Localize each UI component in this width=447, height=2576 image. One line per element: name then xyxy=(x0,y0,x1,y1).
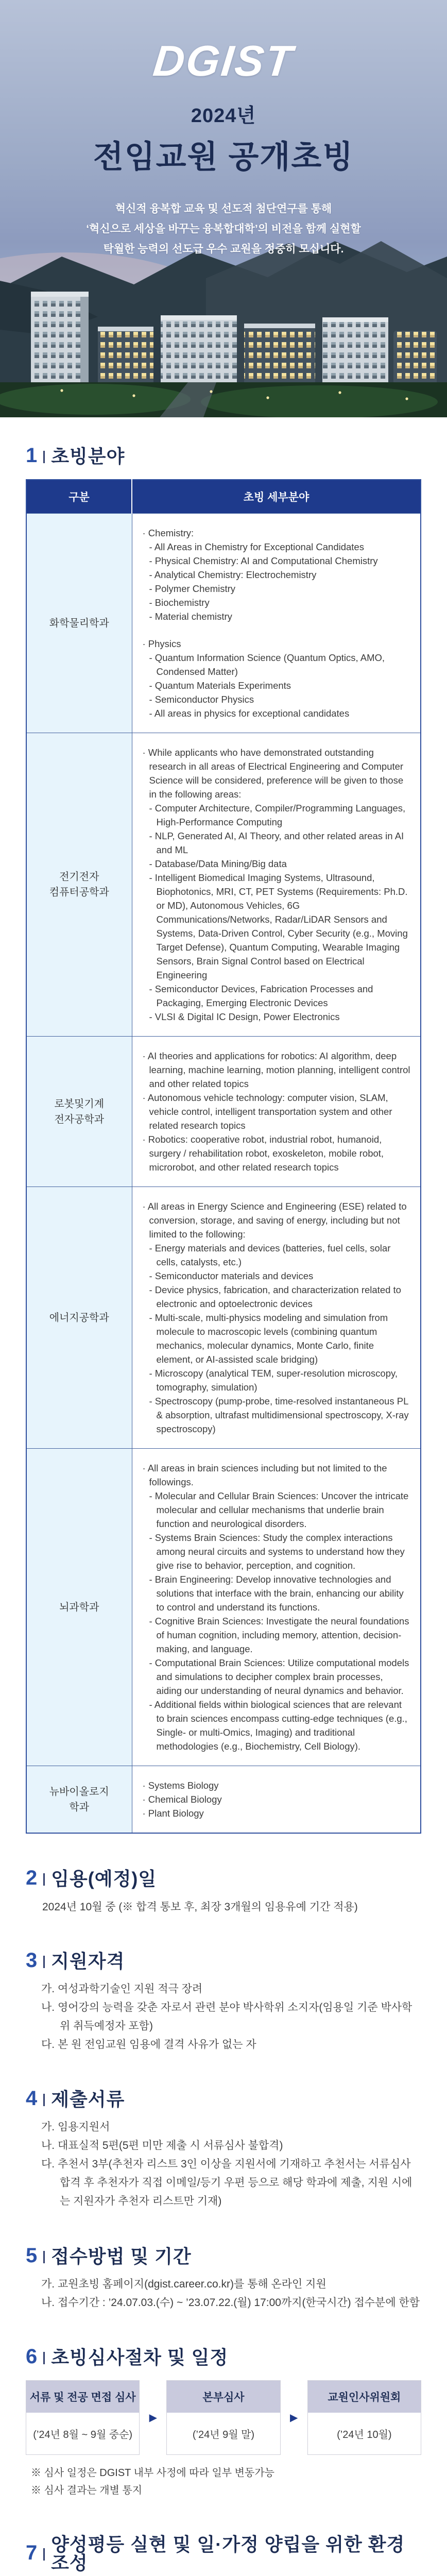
list-item: 가. 교원초빙 홈페이지(dgist.career.co.kr)를 통해 온라인 지원 xyxy=(41,2278,326,2290)
process-step-title: 서류 및 전공 면접 심사 xyxy=(26,2381,139,2413)
recruit-row xyxy=(26,1766,421,1834)
section-title: 초빙분야 xyxy=(51,446,125,467)
recruit-table xyxy=(26,479,421,1834)
process-step-title: 교원인사위원회 xyxy=(308,2381,421,2413)
hero-year: 2024년 xyxy=(191,105,256,127)
field-item: - Brain Engineering: Develop innovative technologies and solutions that interface with the brain, enhancing our ability to control and understand its functions. xyxy=(149,1574,404,1613)
campus-grounds xyxy=(0,382,447,417)
department-fields xyxy=(132,1766,421,1834)
list-item: 가. 여성과학기술인 지원 적극 장려 xyxy=(41,1982,203,1995)
section-heading xyxy=(26,2088,421,2109)
section-number: 1 xyxy=(26,444,38,467)
field-item: - Quantum Materials Experiments xyxy=(149,680,291,691)
page-title: 전임교원 공개초빙 xyxy=(93,139,354,174)
section-review-process xyxy=(26,2346,421,2499)
process-step xyxy=(307,2380,421,2455)
arrow-right-icon: ▶ xyxy=(149,2412,158,2424)
list-item: 다. 추천서 3부(추천자 리스트 3인 이상을 지원서에 기재하고 추천서는 서류심사 합격 후 추천자가 직접 이메일/등기 우편 등으로 해당 학과에 제출, 지원 시에는 지원자가 추천자 리스트만 기재) xyxy=(41,2158,412,2208)
field-item: - Analytical Chemistry: Electrochemistry xyxy=(149,569,317,580)
field-item: - Semiconductor Physics xyxy=(149,694,254,705)
field-item: - Molecular and Cellular Brain Sciences: Uncover the intricate molecular and cellular mechanisms that underlie brain function and neurological disorders. xyxy=(149,1490,409,1529)
field-item: · All areas in Energy Science and Engineering (ESE) related to conversion, storage, and saving of energy, including but not limited to the following: xyxy=(142,1201,407,1240)
field-item: - NLP, Generated AI, AI Theory, and other related areas in AI and ML xyxy=(149,831,404,855)
section-separator xyxy=(43,1873,45,1886)
section-heading xyxy=(26,2245,421,2266)
field-item: · Plant Biology xyxy=(142,1808,204,1819)
field-item: - Device physics, fabrication, and characterization related to electronic and optoelectronic devices xyxy=(149,1284,401,1309)
field-item: - Microscopy (analytical TEM, super-resolution microscopy, tomography, simulation) xyxy=(149,1368,398,1393)
field-item: - Polymer Chemistry xyxy=(149,583,236,594)
field-item: · Autonomous vehicle technology: computer vision, SLAM, vehicle control, intelligent transportation system and other related research topics xyxy=(142,1092,392,1131)
section-separator xyxy=(43,451,45,463)
department-name: 에너지공학과 xyxy=(26,1187,132,1449)
section-number: 2 xyxy=(26,1867,38,1889)
section-separator xyxy=(43,1956,45,1968)
section-title: 초빙심사절차 및 일정 xyxy=(51,2346,229,2368)
section-appointment-date xyxy=(26,1868,421,1916)
dgist-logo: DGIST xyxy=(151,37,296,85)
section-title: 접수방법 및 기간 xyxy=(51,2245,192,2267)
recruit-row xyxy=(26,733,421,1037)
appointment-date-text: 2024년 10월 중 (※ 합격 통보 후, 최장 3개월의 임용유예 기간 적용) xyxy=(42,1901,358,1913)
field-item: · AI theories and applications for robotics: AI algorithm, deep learning, machine learning, motion planning, intelligent control and other related topics xyxy=(142,1050,410,1089)
section-heading xyxy=(26,1950,421,1971)
field-item: · Robotics: cooperative robot, industrial robot, humanoid, surgery / rehabilitation robot, exoskeleton, mobile robot, microrobot, and other related research topics xyxy=(142,1134,384,1173)
recruit-row xyxy=(26,1037,421,1187)
recruit-row xyxy=(26,514,421,733)
field-item: - Database/Data Mining/Big data xyxy=(149,858,287,869)
recruit-table-body xyxy=(26,514,421,1834)
field-item: - Semiconductor materials and devices xyxy=(149,1270,314,1281)
section-title: 임용(예정)일 xyxy=(51,1868,157,1889)
section-number: 7 xyxy=(26,2541,38,2564)
recruit-row xyxy=(26,1449,421,1766)
list-item: 가. 임용지원서 xyxy=(41,2121,110,2133)
section-title: 지원자격 xyxy=(51,1950,125,1972)
field-item: - Intelligent Biomedical Imaging Systems, Ultrasound, Biophotonics, MRI, CT, PET Systems (Requirements: Ph.D. or MD), Autonomous Vehicles, 6G Communications/Networks, Radar/LiDAR Sensors and Systems, Data-Driven Control, Cyber Security (e.g., Moving Target Defense), Quantum Computing, Wearable Imaging Sensors, Brain Signal Control based on Electrical Engineering xyxy=(149,872,408,980)
field-item: - Computational Brain Sciences: Utilize computational models and simulations to decipher complex brain processes, aiding our understanding of neural dynamics and behavior. xyxy=(149,1657,409,1696)
field-item: - Physical Chemistry: AI and Computational Chemistry xyxy=(149,555,378,566)
department-name: 전기전자 컴퓨터공학과 xyxy=(26,733,132,1037)
section-separator xyxy=(43,2352,45,2364)
hero-tagline xyxy=(0,199,447,260)
section-heading xyxy=(26,445,421,466)
section-heading xyxy=(26,1868,421,1888)
field-item: - Spectroscopy (pump-probe, time-resolved instantaneous PL & absorption, ultrafast multidimensional spectroscopy, X-ray spectroscopy) xyxy=(149,1396,409,1434)
field-item: - All areas in physics for exceptional candidates xyxy=(149,708,350,719)
text-line: ※ 심사 결과는 개별 통지 xyxy=(31,2484,143,2496)
section-work-life-balance xyxy=(26,2533,421,2576)
section-application-method xyxy=(26,2245,421,2312)
field-item: · Chemistry: xyxy=(142,528,194,538)
section-qualifications xyxy=(26,1950,421,2054)
section-number: 5 xyxy=(26,2244,38,2267)
text-line: ‘혁신으로 세상을 바꾸는 융복합대학’의 비전을 함께 실현할 xyxy=(86,223,361,235)
department-name: 뇌과학과 xyxy=(26,1449,132,1766)
section-separator xyxy=(43,2548,45,2561)
department-fields xyxy=(132,1187,421,1449)
announcement-body xyxy=(0,417,447,2576)
field-item: · All areas in brain sciences including but not limited to the followings. xyxy=(142,1463,387,1487)
process-step xyxy=(26,2380,140,2455)
department-name: 로봇및기계 전자공학과 xyxy=(26,1037,132,1187)
field-item: - All Areas in Chemistry for Exceptional Candidates xyxy=(149,541,364,552)
department-fields xyxy=(132,1037,421,1187)
hero-banner xyxy=(0,0,447,417)
process-step-period: (’24년 8월 ~ 9월 중순) xyxy=(33,2429,133,2441)
column-header-category: 구분 xyxy=(26,480,132,514)
process-notes xyxy=(26,2464,421,2499)
department-fields xyxy=(132,514,421,733)
field-item: · Chemical Biology xyxy=(142,1794,222,1805)
department-name: 뉴바이올로지 학과 xyxy=(26,1766,132,1834)
field-item: · While applicants who have demonstrated outstanding research in all areas of Electrical Engineering and Computer Science will be considered, preference will be given to those in the following areas: xyxy=(142,747,404,800)
list-item: 다. 본 원 전임교원 임용에 결격 사유가 없는 자 xyxy=(41,2038,256,2050)
recruit-row xyxy=(26,1187,421,1449)
field-item: - Material chemistry xyxy=(149,611,232,622)
section-documents xyxy=(26,2088,421,2211)
department-fields xyxy=(132,733,421,1037)
section-separator xyxy=(43,2251,45,2263)
arrow-right-icon: ▶ xyxy=(289,2412,298,2424)
document-list xyxy=(26,2118,421,2211)
process-step xyxy=(166,2380,280,2455)
recruit-table-header-row xyxy=(26,480,421,514)
section-separator xyxy=(43,2094,45,2106)
field-item: - Cognitive Brain Sciences: Investigate the neural foundations of human cognition, including memory, attention, decision-making, and language. xyxy=(149,1616,409,1654)
field-item: - Computer Architecture, Compiler/Programming Languages, High-Performance Computing xyxy=(149,803,406,827)
section-heading xyxy=(26,2533,421,2572)
text-line: 탁월한 능력의 선도급 우수 교원을 정중히 모십니다. xyxy=(103,243,344,255)
list-item: 나. 접수기간 : ’24.07.03.(수) ~ ’23.07.22.(월) 17:00까지(한국시간) 접수분에 한함 xyxy=(41,2296,420,2309)
process-step-title: 본부심사 xyxy=(167,2381,280,2413)
field-item: - Additional fields within biological sciences that are relevant to brain sciences encompass cutting-edge techniques (e.g., Single- or multi-Omics, Imaging) and traditional methodologies (e.g., Biochemistry, Cell Biology). xyxy=(149,1699,407,1752)
section-title: 제출서류 xyxy=(51,2089,125,2110)
field-item: - Biochemistry xyxy=(149,597,210,608)
application-method-list xyxy=(26,2275,421,2312)
qualification-list xyxy=(26,1980,421,2054)
section-number: 6 xyxy=(26,2345,38,2368)
section-number: 3 xyxy=(26,1948,38,1972)
text-line: 혁신적 융복합 교육 및 선도적 첨단연구를 통해 xyxy=(115,203,332,215)
department-fields xyxy=(132,1449,421,1766)
field-item: · Physics xyxy=(142,638,181,649)
section-title: 양성평등 실현 및 일·가정 양립을 위한 환경조성 xyxy=(51,2533,405,2573)
section-number: 4 xyxy=(26,2087,38,2110)
process-step-period: (’24년 10월) xyxy=(337,2429,392,2441)
text-line: ※ 심사 일정은 DGIST 내부 사정에 따라 일부 변동가능 xyxy=(31,2467,274,2479)
process-step-period: (’24년 9월 말) xyxy=(192,2429,255,2441)
section-recruit-fields xyxy=(26,445,421,1834)
field-item: · Systems Biology xyxy=(142,1780,219,1791)
section-heading xyxy=(26,2346,421,2367)
field-item: - Quantum Information Science (Quantum Optics, AMO, Condensed Matter) xyxy=(149,652,385,677)
field-item: - Multi-scale, multi-physics modeling and simulation from molecule to macroscopic levels (combining quantum mechanics, molecular dynamics, Monte Carlo, finite element, or AI-assisted scale bridging) xyxy=(149,1312,388,1365)
column-header-detail: 초빙 세부분야 xyxy=(132,480,421,514)
field-item: - Systems Brain Sciences: Study the complex interactions among neural circuits and systems to understand how they give rise to behavior, perception, and cognition. xyxy=(149,1532,405,1571)
list-item: 나. 영어강의 능력을 갖춘 자로서 관련 분야 박사학위 소지자(임용일 기준 박사학위 취득예정자 포함) xyxy=(41,2001,412,2032)
field-item: - Semiconductor Devices, Fabrication Processes and Packaging, Emerging Electronic Devices xyxy=(149,984,373,1008)
field-item: - VLSI & Digital IC Design, Power Electronics xyxy=(149,1011,340,1022)
department-name: 화학물리학과 xyxy=(26,514,132,733)
list-item: 나. 대표실적 5편(5편 미만 제출 시 서류심사 불합격) xyxy=(41,2140,283,2152)
process-diagram xyxy=(26,2380,421,2455)
field-item: - Energy materials and devices (batteries, fuel cells, solar cells, catalysts, etc.) xyxy=(149,1243,391,1267)
